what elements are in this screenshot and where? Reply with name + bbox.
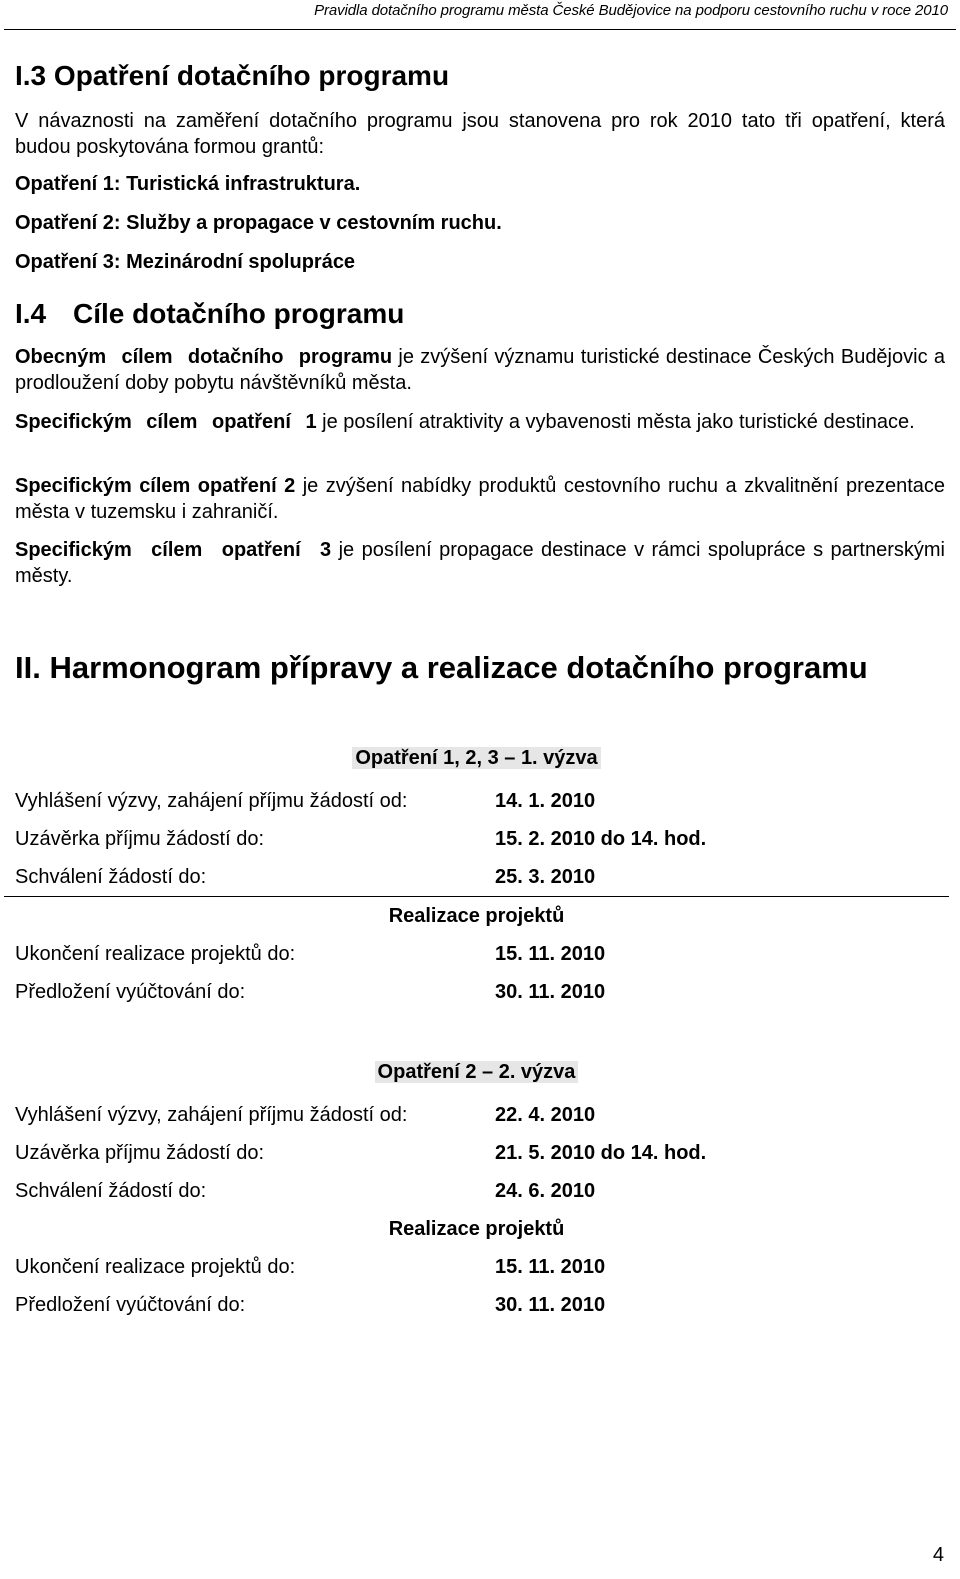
- goal-text: je zvýšení nabídky produktů cestovního ruchu a zkvalitnění prezentace města v tuzemsku i zahraničí.: [15, 475, 946, 523]
- row-value: 30. 11. 2010: [495, 1293, 606, 1316]
- row-label: Uzávěrka příjmu žádostí do:: [15, 1141, 264, 1164]
- row-label: Schválení žádostí do:: [4, 858, 480, 897]
- row-value: 15. 11. 2010: [495, 1255, 606, 1278]
- goal-paragraph: [15, 473, 945, 525]
- row-value: 21. 5. 2010 do 14. hod.: [495, 1141, 707, 1164]
- goal-text: je zvýšení významu turistické destinace Českých Budějovic a prodloužení doby pobytu návštěvníků města.: [15, 346, 945, 394]
- schedule-table-1: [4, 728, 949, 1011]
- row-label: Ukončení realizace projektů do:: [15, 942, 296, 965]
- measure-item: Opatření 1: Turistická infrastruktura.: [15, 173, 361, 195]
- section-14-title: Cíle dotačního programu: [73, 298, 405, 329]
- goal-lead: Specifickým cílem opatření 3: [15, 539, 332, 561]
- page-number: 4: [932, 1544, 944, 1566]
- table-heading: Opatření 1, 2, 3 – 1. výzva: [4, 728, 949, 782]
- goal-paragraph: [15, 537, 945, 589]
- row-value: 25. 3. 2010: [480, 858, 949, 897]
- table-subheading: Realizace projektů: [388, 1217, 565, 1240]
- goal-text: je posílení atraktivity a vybavenosti města jako turistické destinace.: [316, 411, 915, 433]
- schedule-table-2: [4, 1042, 949, 1324]
- measure-item: Opatření 3: Mezinárodní spolupráce: [15, 251, 356, 273]
- goal-lead: Specifickým cílem opatření 2: [15, 475, 296, 497]
- goal-text: je posílení propagace destinace v rámci spolupráce s partnerskými městy.: [15, 539, 946, 587]
- row-label: Ukončení realizace projektů do:: [15, 1255, 296, 1278]
- row-value: 24. 6. 2010: [495, 1179, 596, 1202]
- row-label: Schválení žádostí do:: [15, 1179, 207, 1202]
- goal-lead: Specifickým cílem opatření 1: [15, 411, 317, 433]
- row-label: Vyhlášení výzvy, zahájení příjmu žádostí od:: [15, 1103, 408, 1126]
- table-heading: Opatření 2 – 2. výzva: [4, 1042, 949, 1096]
- goal-paragraph: [15, 344, 945, 396]
- row-value: 15. 2. 2010 do 14. hod.: [495, 827, 707, 850]
- table-subheading: Realizace projektů: [388, 904, 565, 927]
- row-label: Předložení vyúčtování do:: [15, 1293, 246, 1316]
- section-14-heading: [15, 298, 404, 330]
- section-14-number: I.4: [15, 298, 47, 329]
- row-value: 30. 11. 2010: [495, 980, 606, 1003]
- section-ii-heading: II. Harmonogram přípravy a realizace dotačního programu: [15, 650, 868, 685]
- goal-lead: Obecným cílem dotačního programu: [15, 346, 393, 368]
- row-label: Předložení vyúčtování do:: [15, 980, 246, 1003]
- measure-item: Opatření 2: Služby a propagace v cestovním ruchu.: [15, 212, 502, 234]
- row-label: Vyhlášení výzvy, zahájení příjmu žádostí od:: [15, 789, 408, 812]
- row-value: 14. 1. 2010: [495, 789, 596, 812]
- running-header: Pravidla dotačního programu města České Budějovice na podporu cestovního ruchu v roce 2010: [314, 2, 948, 19]
- row-label: Uzávěrka příjmu žádostí do:: [15, 827, 264, 850]
- header-rule: [4, 29, 956, 30]
- goal-paragraph: [15, 409, 945, 435]
- row-value: 22. 4. 2010: [495, 1103, 596, 1126]
- row-value: 15. 11. 2010: [495, 942, 606, 965]
- section-13-heading: I.3 Opatření dotačního programu: [15, 60, 450, 91]
- section-13-intro: V návaznosti na zaměření dotačního programu jsou stanovena pro rok 2010 tato tři opatření, která budou poskytována formou grantů:: [15, 110, 945, 158]
